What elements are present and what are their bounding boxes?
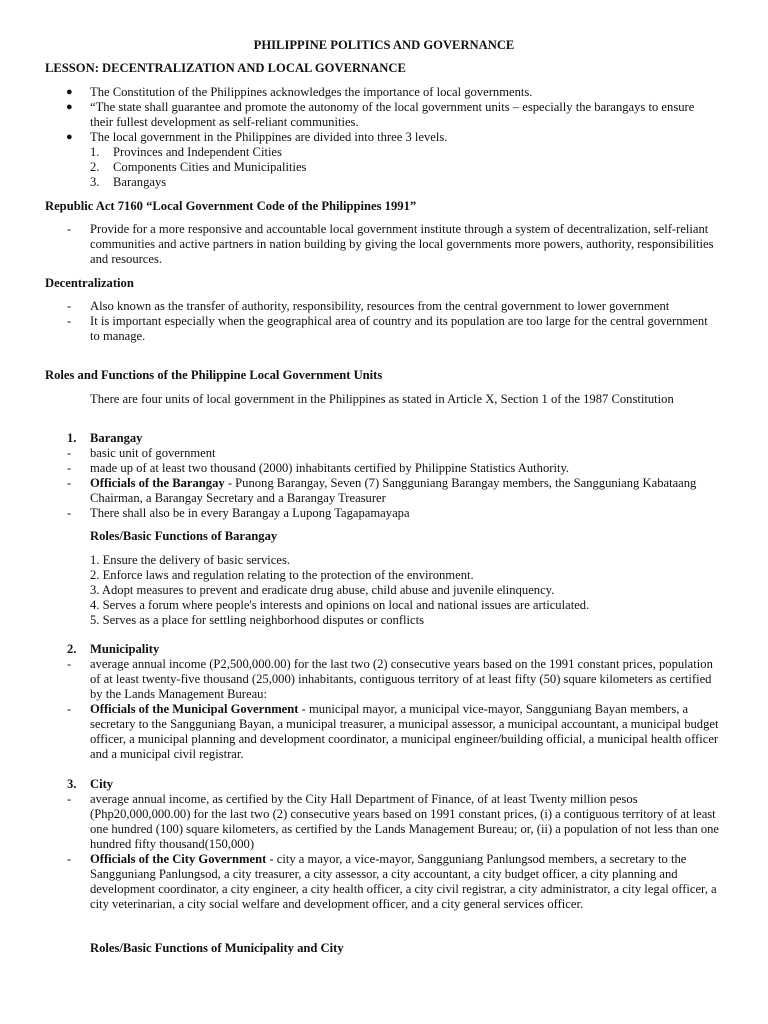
list-item: 1. Ensure the delivery of basic services. xyxy=(90,553,291,567)
bullet-icon: ● xyxy=(66,131,73,143)
ra-list xyxy=(0,222,768,267)
barangay-functions-list xyxy=(0,553,768,628)
list-item: - Officials of the Barangay - Punong Barangay, Seven (7) Sangguniang Barangay members, the Sangguniang Kabataang Chairman, a Barangay Secretary and a Barangay Treasurer xyxy=(67,476,697,505)
ra-heading: Republic Act 7160 “Local Government Code of the Philippines 1991” xyxy=(45,199,417,213)
barangay-functions-heading: Roles/Basic Functions of Barangay xyxy=(90,529,278,543)
barangay-heading: 1. Barangay xyxy=(67,431,143,445)
list-item: 3. Adopt measures to prevent and eradicate drug abuse, child abuse and juvenile elinquency. xyxy=(90,583,555,597)
list-item: - basic unit of government xyxy=(67,446,216,460)
roles-heading: Roles and Functions of the Philippine Local Government Units xyxy=(45,368,383,382)
list-item: - average annual income (P2,500,000.00) for the last two (2) consecutive years based on the 1991 constant prices, population of at least twenty-five thousand (25,000) inhabitants, contiguous territory of at least fifty (50) square kilometers as certified by the Lands Management Bureau: xyxy=(67,657,713,701)
list-item: - Provide for a more responsive and accountable local government institute through a system of decentralization, self-reliant communities and active partners in nation building by giving the local governments more powers, authority, responsibilities and resources. xyxy=(67,222,714,266)
list-item: - Officials of the City Government - city a mayor, a vice-mayor, Sangguniang Panlungsod members, a secretary to the Sangguniang Panlungsod, a city treasurer, a city assessor, a city accountant, a city budget officer, a city planning and development coordinator, a city engineer, a city health officer, a city civil registrar, a city administrator, a city legal officer, a city veterinarian, a city social welfare and development officer, and a city general services officer. xyxy=(67,852,717,911)
list-item: 2. Components Cities and Municipalities xyxy=(90,160,307,174)
list-item: 1. Provinces and Independent Cities xyxy=(90,145,282,159)
mc-functions-heading: Roles/Basic Functions of Municipality and City xyxy=(90,941,344,955)
roles-intro: There are four units of local government in the Philippines as stated in Article X, Section 1 of the 1987 Constitution xyxy=(90,392,674,406)
list-item: - average annual income, as certified by the City Hall Department of Finance, of at least Twenty million pesos (Php20,000,000.00) for the last two (2) consecutive years based on 1991 constant prices, (i) a contiguous territory of at least one hundred (100) square kilometers, as certified by the Lands Management Bureau; or, (ii) a population of not less than one hundred fifty thousand(150,000) xyxy=(67,792,719,851)
list-item: ● The local government in the Philippines are divided into three 3 levels. xyxy=(66,130,448,144)
list-item: - made up of at least two thousand (2000) inhabitants certified by Philippine Statistics Authority. xyxy=(67,461,570,475)
list-item: - Also known as the transfer of authority, responsibility, resources from the central government to lower government xyxy=(67,299,670,313)
decentralization-list xyxy=(0,299,768,344)
city-heading: 3. City xyxy=(67,777,114,791)
list-item: - Officials of the Municipal Government - municipal mayor, a municipal vice-mayor, Sangguniang Bayan members, a secretary to the Sangguniang Bayan, a municipal treasurer, a municipal assessor, a municipal accountant, a municipal budget officer, a municipal planning and development coordinator, a municipal engineer/building official, a municipal health officer and a municipal civil registrar. xyxy=(67,702,719,761)
document-title: PHILIPPINE POLITICS AND GOVERNANCE xyxy=(253,38,515,52)
list-item: 3. Barangays xyxy=(90,175,167,189)
list-item: 5. Serves as a place for settling neighborhood disputes or conflicts xyxy=(90,613,425,627)
city-section xyxy=(0,777,768,912)
barangay-section xyxy=(0,431,768,521)
list-item: 2. Enforce laws and regulation relating to the protection of the environment. xyxy=(90,568,474,582)
list-item: 4. Serves a forum where people's interests and opinions on local and national issues are articulated. xyxy=(90,598,590,612)
municipality-section xyxy=(0,642,768,762)
lesson-heading: LESSON: DECENTRALIZATION AND LOCAL GOVERNANCE xyxy=(45,61,406,75)
municipality-heading: 2. Municipality xyxy=(67,642,160,656)
list-item: - It is important especially when the geographical area of country and its population are too large for the central government to manage. xyxy=(67,314,708,343)
list-item: - There shall also be in every Barangay a Lupong Tagapamayapa xyxy=(67,506,410,520)
bullet-icon: ● xyxy=(66,101,73,113)
decentralization-heading: Decentralization xyxy=(45,276,134,290)
intro-bullet-list xyxy=(0,85,768,190)
list-item: ● The Constitution of the Philippines acknowledges the importance of local governments. xyxy=(66,85,533,99)
bullet-icon: ● xyxy=(66,86,73,98)
list-item: ● “The state shall guarantee and promote the autonomy of the local government units – especially the barangays to ensure their fullest development as self-reliant communities. xyxy=(66,100,695,129)
